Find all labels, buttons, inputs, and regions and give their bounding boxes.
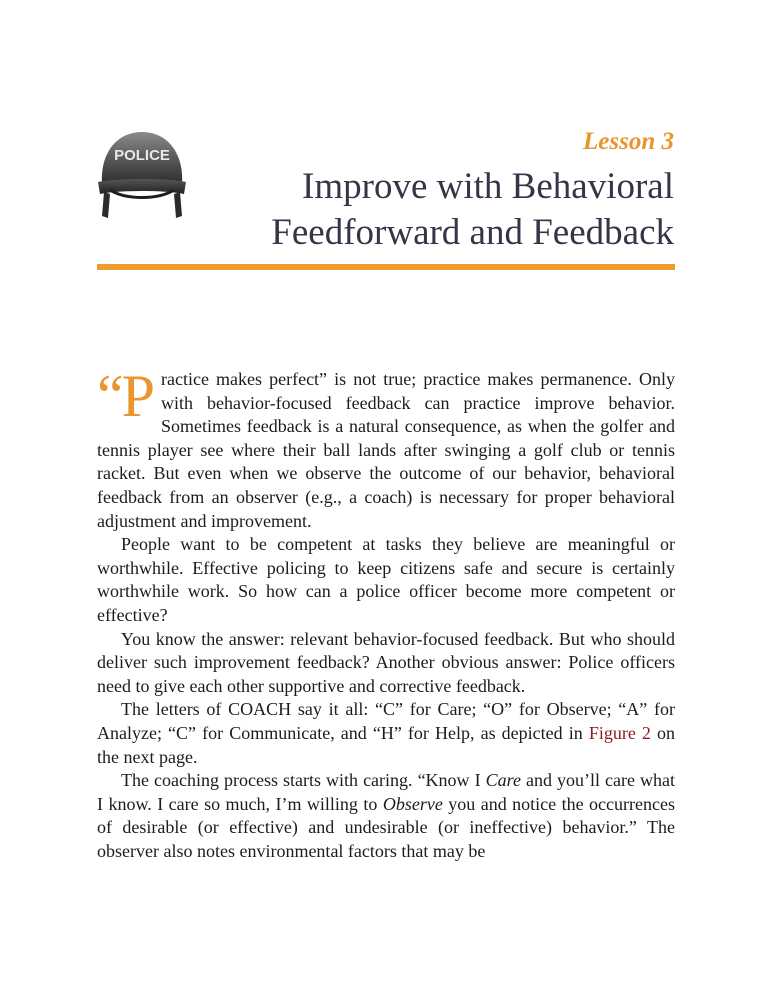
lesson-label: Lesson 3 (583, 128, 674, 155)
care-emphasis: Care (485, 770, 521, 791)
paragraph-1-text: ractice makes perfect” is not true; practice makes permanence. Only with behavior-focused feedback can practice improve behavior. Sometimes feedback is a natural consequence, as when the golfer and tennis player see where their ball lands after swinging a golf club or tennis racket. But even when we observe the outcome of our behavior, behavioral feedback from an observer (e.g., a coach) is necessary for proper behavioral adjustment and improvement. (97, 369, 675, 531)
paragraph-4-text-b: on the next page. (97, 722, 676, 767)
paragraph-3: You know the answer: relevant behavior-focused feedback. But who should deliver such improvement feedback? Another obvious answer: Police officers need to give each other supportive and corrective feedback. (97, 628, 675, 696)
helmet-police-text: POLICE (114, 147, 170, 164)
title-line-1: Improve with Behavioral (302, 166, 674, 207)
page-title (154, 164, 674, 256)
observe-emphasis: Observe (382, 793, 443, 814)
figure-2-link[interactable]: Figure 2 (588, 722, 651, 743)
drop-cap: “P (97, 363, 153, 429)
paragraph-5-text-c: you and notice the occurrences of desirable (or effective) and undesirable (or ineffective) behavior.” The observer also notes environmental factors that may be (97, 793, 675, 861)
paragraph-5-text-a: The coaching process starts with caring. “Know I (121, 770, 486, 791)
title-divider (97, 264, 675, 270)
paragraph-2: People want to be competent at tasks they believe are meaningful or worthwhile. Effective policing to keep citizens safe and secure is certainly worthwhile work. So how can a police officer become more competent or effective? (97, 534, 675, 625)
paragraph-4 (97, 698, 675, 769)
paragraph-4-text-a: The letters of COACH say it all: “C” for Care; “O” for Observe; “A” for Analyze; “C” for Communicate, and “H” for Help, as depicted in (97, 699, 675, 743)
paragraph-1 (97, 363, 675, 533)
paragraph-5 (97, 769, 675, 863)
paragraph-5-text-b: and you’ll care what I know. I care so much, I’m willing to (97, 770, 675, 814)
title-line-2: Feedforward and Feedback (271, 212, 674, 253)
body-text (97, 363, 676, 863)
